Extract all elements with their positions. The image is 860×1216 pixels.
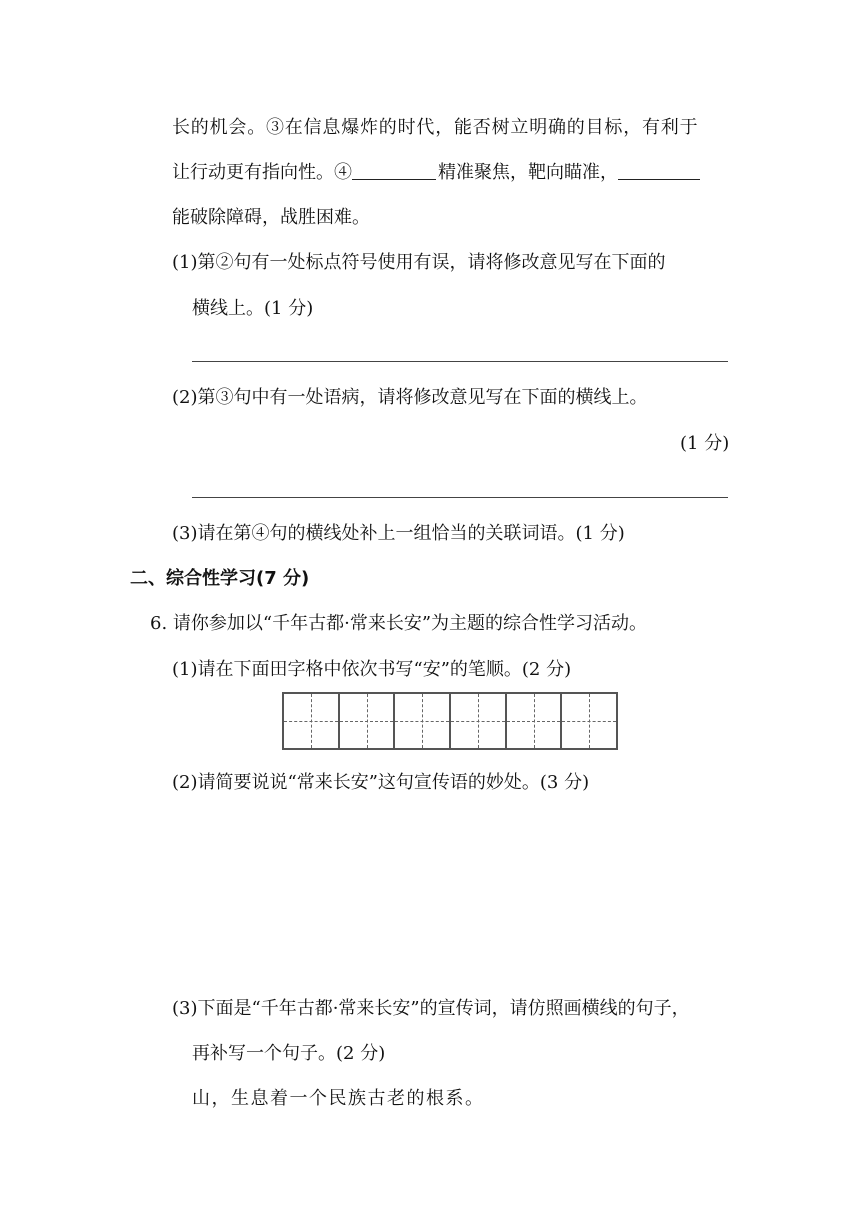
question-6-intro: 6. 请你参加以“千年古都·常来长安”为主题的综合性学习活动。 (150, 613, 648, 634)
question-1-line-2: 横线上。(1 分) (192, 298, 314, 319)
connective-blank-1[interactable] (352, 161, 436, 180)
question-2-answer-line[interactable] (192, 497, 728, 498)
question-3-line-1: (3)请在第④句的横线处补上一组恰当的关联词语。(1 分) (172, 523, 625, 544)
question-1-line-1: (1)第②句有一处标点符号使用有误，请将修改意见写在下面的 (172, 252, 666, 273)
question-6-sub-3-line-1: (3)下面是“千年古都·常来长安”的宣传词，请仿照画横线的句子， (172, 998, 690, 1019)
connective-blank-2[interactable] (618, 161, 700, 180)
passage-line-2-text-b: 精准聚焦，靶向瞄准， (438, 162, 618, 183)
tianzige-cell[interactable] (395, 694, 451, 748)
passage-line-3: 能破除障碍，战胜困难。 (172, 207, 370, 228)
question-6-sub-3-line-2: 再补写一个句子。(2 分) (192, 1043, 386, 1064)
tianzige-cell[interactable] (340, 694, 396, 748)
question-6-sub-1: (1)请在下面田字格中依次书写“安”的笔顺。(2 分) (172, 659, 572, 680)
tianzige-grid (282, 692, 618, 750)
tianzige-cell[interactable] (451, 694, 507, 748)
passage-line-1: 长的机会。③在信息爆炸的时代，能否树立明确的目标，有利于 (172, 117, 699, 138)
tianzige-cell[interactable] (507, 694, 563, 748)
passage-line-2-text-a: 让行动更有指向性。④ (172, 162, 352, 183)
question-2-score: (1 分) (680, 433, 730, 454)
question-6-sub-2: (2)请简要说说“常来长安”这句宣传语的妙处。(3 分) (172, 772, 590, 793)
question-6-example-sentence: 山，生息着一个民族古老的根系。 (192, 1088, 485, 1109)
section-2-heading: 二、综合性学习(7 分) (130, 568, 310, 589)
question-1-answer-line[interactable] (192, 361, 728, 362)
tianzige-cell[interactable] (284, 694, 340, 748)
passage-line-2 (172, 161, 700, 185)
question-2-line-1: (2)第③句中有一处语病，请将修改意见写在下面的横线上。 (172, 387, 648, 408)
tianzige-cell[interactable] (562, 694, 616, 748)
